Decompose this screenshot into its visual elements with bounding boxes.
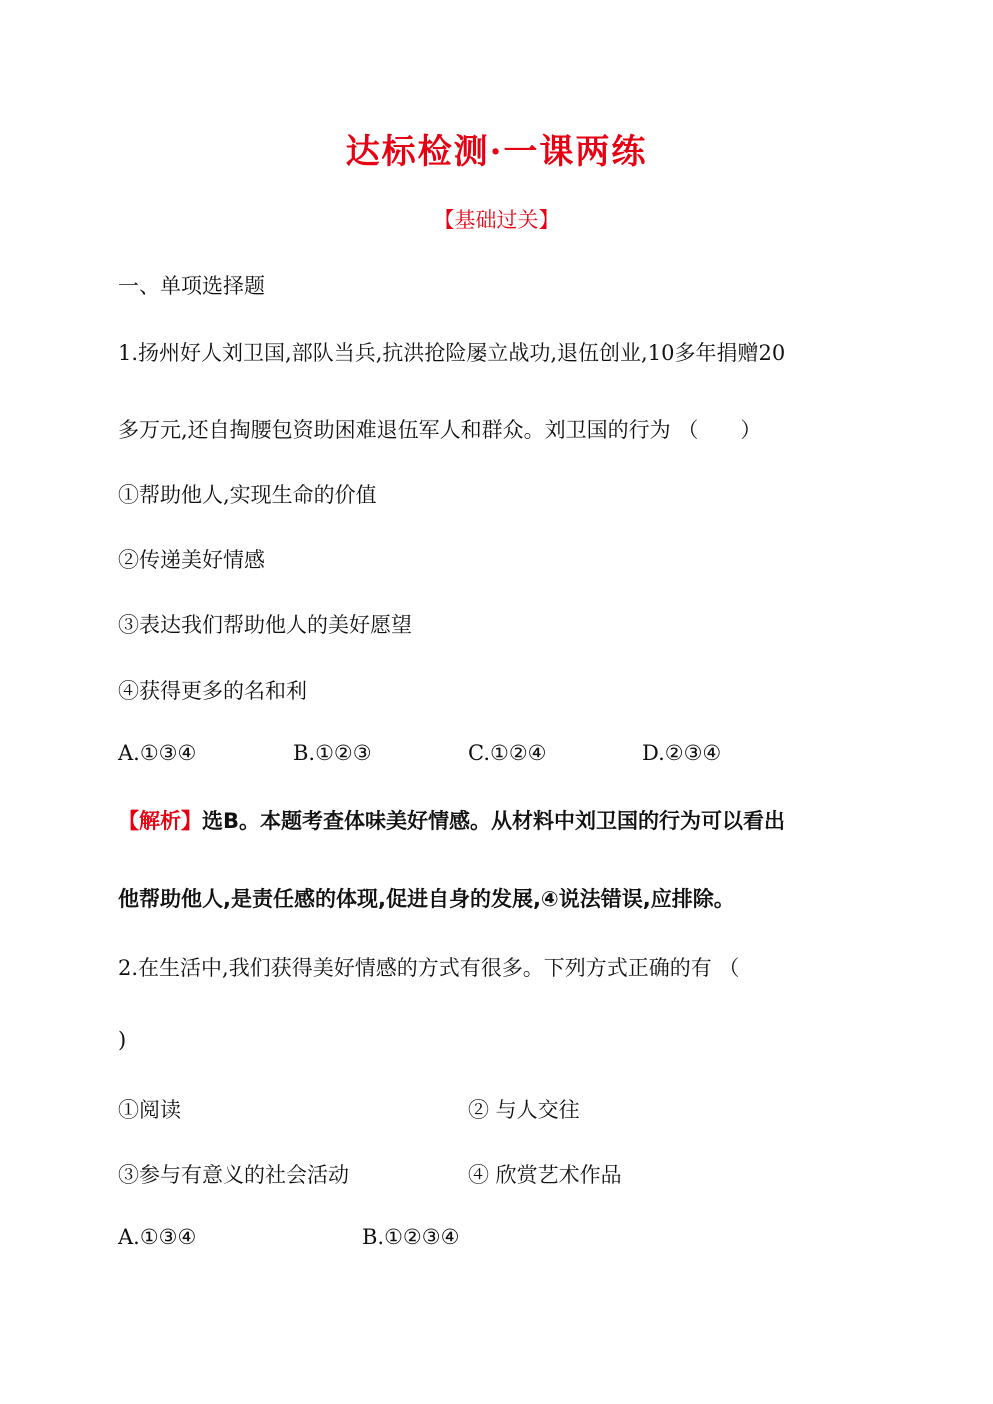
q1-item-2: ②传递美好情感: [118, 548, 265, 572]
q2-item-2: ② 与人交往: [468, 1098, 580, 1122]
q1-item-4: ④获得更多的名和利: [118, 679, 307, 703]
q2-item-1: ①阅读: [118, 1098, 181, 1122]
q1-option-d: D.②③④: [642, 741, 722, 765]
q1-analysis-line2: 他帮助他人,是责任感的体现,促进自身的发展,④说法错误,应排除。: [118, 887, 735, 911]
q2-option-a: A.①③④: [118, 1225, 197, 1249]
q1-item-3: ③表达我们帮助他人的美好愿望: [118, 613, 412, 637]
q1-option-c: C.①②④: [468, 741, 547, 765]
q1-stem-line2: 多万元,还自掏腰包资助困难退伍军人和群众。刘卫国的行为 （ ）: [118, 418, 762, 442]
section-label: 【基础过关】: [433, 208, 560, 232]
q2-option-b: B.①②③④: [362, 1225, 460, 1249]
q2-stem-line2: ): [118, 1028, 127, 1052]
page-title: 达标检测·一课两练: [345, 132, 648, 172]
section-heading: 一、单项选择题: [118, 274, 265, 298]
analysis-label: 【解析】: [118, 809, 202, 833]
analysis-text: 选B。本题考查体味美好情感。从材料中刘卫国的行为可以看出: [202, 809, 786, 833]
q1-option-a: A.①③④: [118, 741, 197, 765]
q2-stem-line1: 2.在生活中,我们获得美好情感的方式有很多。下列方式正确的有 （: [118, 956, 740, 980]
q1-stem-line1: 1.扬州好人刘卫国,部队当兵,抗洪抢险屡立战功,退伍创业,10多年捐赠20: [118, 341, 786, 365]
q2-item-3: ③参与有意义的社会活动: [118, 1163, 349, 1187]
q1-analysis-line1: [118, 805, 785, 835]
q2-item-4: ④ 欣赏艺术作品: [468, 1163, 622, 1187]
q1-item-1: ①帮助他人,实现生命的价值: [118, 483, 377, 507]
q1-option-b: B.①②③: [293, 741, 372, 765]
